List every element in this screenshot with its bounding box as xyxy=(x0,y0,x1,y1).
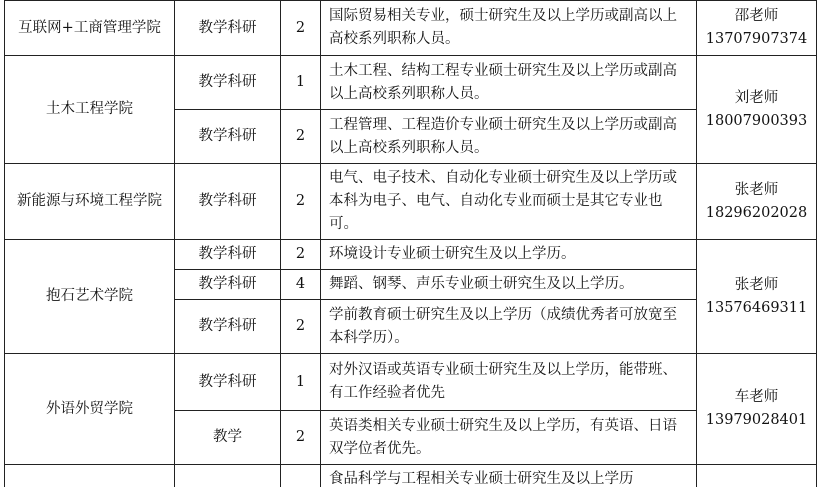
contact-phone: 13707907374 xyxy=(701,28,812,51)
position-cell: 教学科研 xyxy=(175,240,281,270)
position-cell: 教学科研 xyxy=(175,110,281,164)
position-cell: 教学科研 xyxy=(175,354,281,411)
contact-name: 邵老师 xyxy=(701,5,812,28)
department-cell: 外语外贸学院 xyxy=(5,354,175,465)
position-cell: 教学科研 xyxy=(175,56,281,110)
requirement-cell: 土木工程、结构工程专业硕士研究生及以上学历或副高以上高校系列职称人员。 xyxy=(321,56,697,110)
department-cell: 土木工程学院 xyxy=(5,56,175,164)
table-row xyxy=(5,240,817,270)
requirement-cell: 舞蹈、钢琴、声乐专业硕士研究生及以上学历。 xyxy=(321,270,697,300)
count-cell: 2 xyxy=(281,411,321,465)
table-row xyxy=(5,1,817,56)
table-row xyxy=(5,354,817,411)
contact-cell xyxy=(697,164,817,240)
requirement-cell: 对外汉语或英语专业硕士研究生及以上学历，能带班、有工作经验者优先 xyxy=(321,354,697,411)
requirement-cell: 英语类相关专业硕士研究生及以上学历，有英语、日语双学位者优先。 xyxy=(321,411,697,465)
department-cell: 抱石艺术学院 xyxy=(5,240,175,354)
department-cell: 新能源与环境工程学院 xyxy=(5,164,175,240)
contact-phone: 13979028401 xyxy=(701,409,812,432)
recruitment-table xyxy=(4,0,817,487)
partial-cell xyxy=(281,465,321,487)
count-cell: 2 xyxy=(281,164,321,240)
contact-cell xyxy=(697,354,817,465)
department-cell: 互联网+工商管理学院 xyxy=(5,1,175,56)
count-cell: 1 xyxy=(281,354,321,411)
position-cell: 教学科研 xyxy=(175,300,281,354)
partial-cell xyxy=(5,465,175,487)
position-cell: 教学科研 xyxy=(175,164,281,240)
contact-cell xyxy=(697,1,817,56)
count-cell: 2 xyxy=(281,1,321,56)
partial-cell xyxy=(175,465,281,487)
requirement-cell: 工程管理、工程造价专业硕士研究生及以上学历或副高以上高校系列职称人员。 xyxy=(321,110,697,164)
contact-name: 刘老师 xyxy=(701,87,812,110)
partial-requirement-text: 食品科学与工程相关专业硕士研究生及以上学历 xyxy=(329,471,688,487)
contact-cell xyxy=(697,56,817,164)
table-row xyxy=(5,56,817,110)
contact-name: 张老师 xyxy=(701,274,812,297)
requirement-cell: 电气、电子技术、自动化专业硕士研究生及以上学历或本科为电子、电气、自动化专业而硕士是其它专业也可。 xyxy=(321,164,697,240)
count-cell: 2 xyxy=(281,300,321,354)
table-row-partial xyxy=(5,465,817,487)
partial-cell xyxy=(697,465,817,487)
contact-name: 车老师 xyxy=(701,386,812,409)
count-cell: 4 xyxy=(281,270,321,300)
count-cell: 2 xyxy=(281,240,321,270)
table-row xyxy=(5,164,817,240)
position-cell: 教学 xyxy=(175,411,281,465)
count-cell: 2 xyxy=(281,110,321,164)
position-cell: 教学科研 xyxy=(175,1,281,56)
partial-requirement-cell xyxy=(321,465,697,487)
requirement-cell: 国际贸易相关专业，硕士研究生及以上学历或副高以上高校系列职称人员。 xyxy=(321,1,697,56)
position-cell: 教学科研 xyxy=(175,270,281,300)
contact-cell xyxy=(697,240,817,354)
contact-name: 张老师 xyxy=(701,179,812,202)
count-cell: 1 xyxy=(281,56,321,110)
requirement-cell: 学前教育硕士研究生及以上学历（成绩优秀者可放宽至本科学历）。 xyxy=(321,300,697,354)
contact-phone: 18007900393 xyxy=(701,110,812,133)
contact-phone: 13576469311 xyxy=(701,297,812,320)
requirement-cell: 环境设计专业硕士研究生及以上学历。 xyxy=(321,240,697,270)
contact-phone: 18296202028 xyxy=(701,202,812,225)
